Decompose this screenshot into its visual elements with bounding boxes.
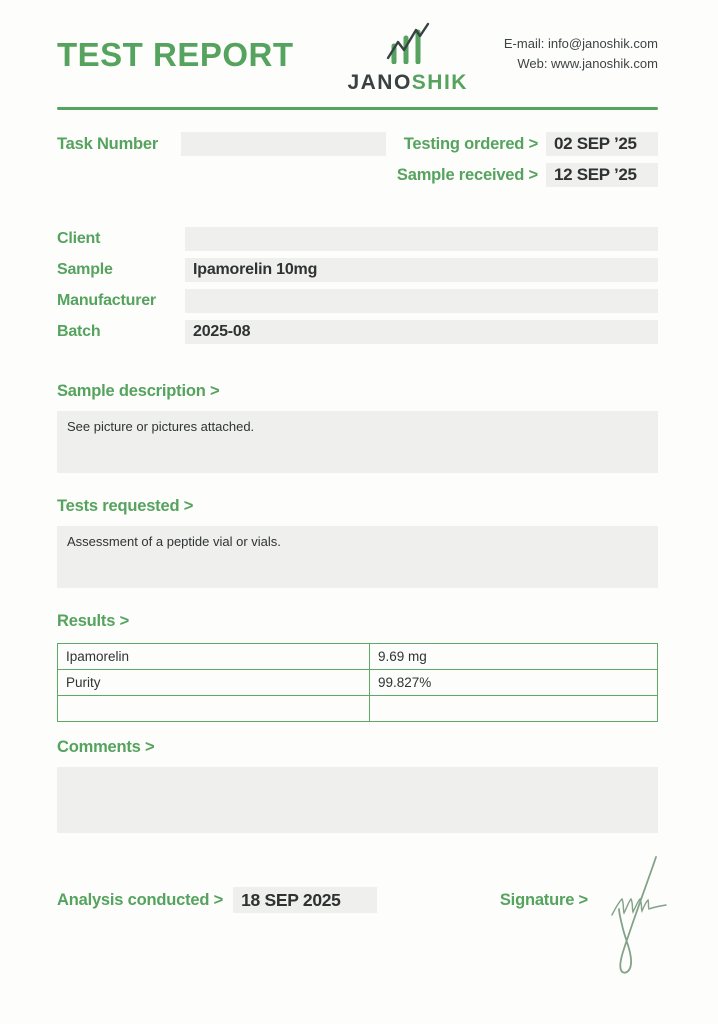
footer (57, 887, 658, 913)
table-row (58, 696, 658, 722)
manufacturer-label: Manufacturer (57, 292, 156, 309)
result-value-cell (370, 696, 658, 722)
field-row-batch (57, 320, 658, 344)
contact-info (504, 34, 658, 74)
signature-row (500, 891, 588, 910)
header (57, 20, 658, 95)
result-value-cell: 9.69 mg (370, 644, 658, 670)
sample-received-label: Sample received > (396, 165, 538, 184)
fields-section (57, 227, 658, 344)
testing-ordered-row (397, 132, 658, 156)
sample-description-label: Sample description > (57, 382, 220, 400)
comments-label: Comments > (57, 738, 155, 756)
client-label: Client (57, 230, 101, 247)
result-name-cell (58, 696, 370, 722)
signature-label: Signature > (499, 890, 588, 909)
contact-email: E-mail: info@janoshik.com (503, 36, 658, 51)
result-name-cell: Ipamorelin (58, 644, 370, 670)
client-value-box (185, 227, 658, 251)
table-row (58, 644, 658, 670)
logo-word-dark: JANO (347, 71, 412, 94)
page-title: TEST REPORT (57, 36, 294, 73)
sample-received-date: 12 SEP ’25 (546, 163, 658, 187)
sample-label: Sample (57, 261, 113, 278)
analysis-date: 18 SEP 2025 (233, 887, 377, 913)
result-value-cell: 99.827% (370, 670, 658, 696)
tests-requested-section (57, 497, 658, 588)
task-number-box (181, 132, 386, 156)
dates-block (397, 132, 658, 187)
logo-word-green: SHIK (411, 71, 468, 94)
sample-value-box: Ipamorelin 10mg (185, 258, 658, 282)
field-row-client (57, 227, 658, 251)
task-number-row (57, 132, 386, 156)
testing-ordered-label: Testing ordered > (403, 134, 538, 153)
comments-box (57, 767, 658, 833)
results-section (57, 612, 658, 722)
table-row (58, 670, 658, 696)
header-divider (57, 107, 658, 110)
sample-description-box: See picture or pictures attached. (57, 411, 658, 473)
batch-label: Batch (57, 323, 101, 340)
manufacturer-value-box (185, 289, 658, 313)
bar-chart-logo-icon (382, 22, 434, 69)
comments-section (57, 738, 658, 833)
analysis-conducted-row (57, 887, 377, 913)
results-label: Results > (57, 612, 130, 630)
signature-image (592, 855, 670, 984)
contact-web: Web: www.janoshik.com (517, 56, 658, 71)
task-number-label: Task Number (57, 134, 159, 153)
results-table (57, 643, 658, 722)
tests-requested-box: Assessment of a peptide vial or vials. (57, 526, 658, 588)
analysis-conducted-label: Analysis conducted > (57, 890, 224, 909)
batch-value-box: 2025-08 (185, 320, 658, 344)
sample-description-section (57, 382, 658, 473)
field-row-sample (57, 258, 658, 282)
janoshik-logo (347, 22, 468, 95)
logo-wordmark (347, 71, 468, 95)
meta-section (57, 132, 658, 187)
testing-ordered-date: 02 SEP ’25 (546, 132, 658, 156)
field-row-manufacturer (57, 289, 658, 313)
result-name-cell: Purity (58, 670, 370, 696)
tests-requested-label: Tests requested > (57, 497, 194, 515)
sample-received-row (397, 163, 658, 187)
